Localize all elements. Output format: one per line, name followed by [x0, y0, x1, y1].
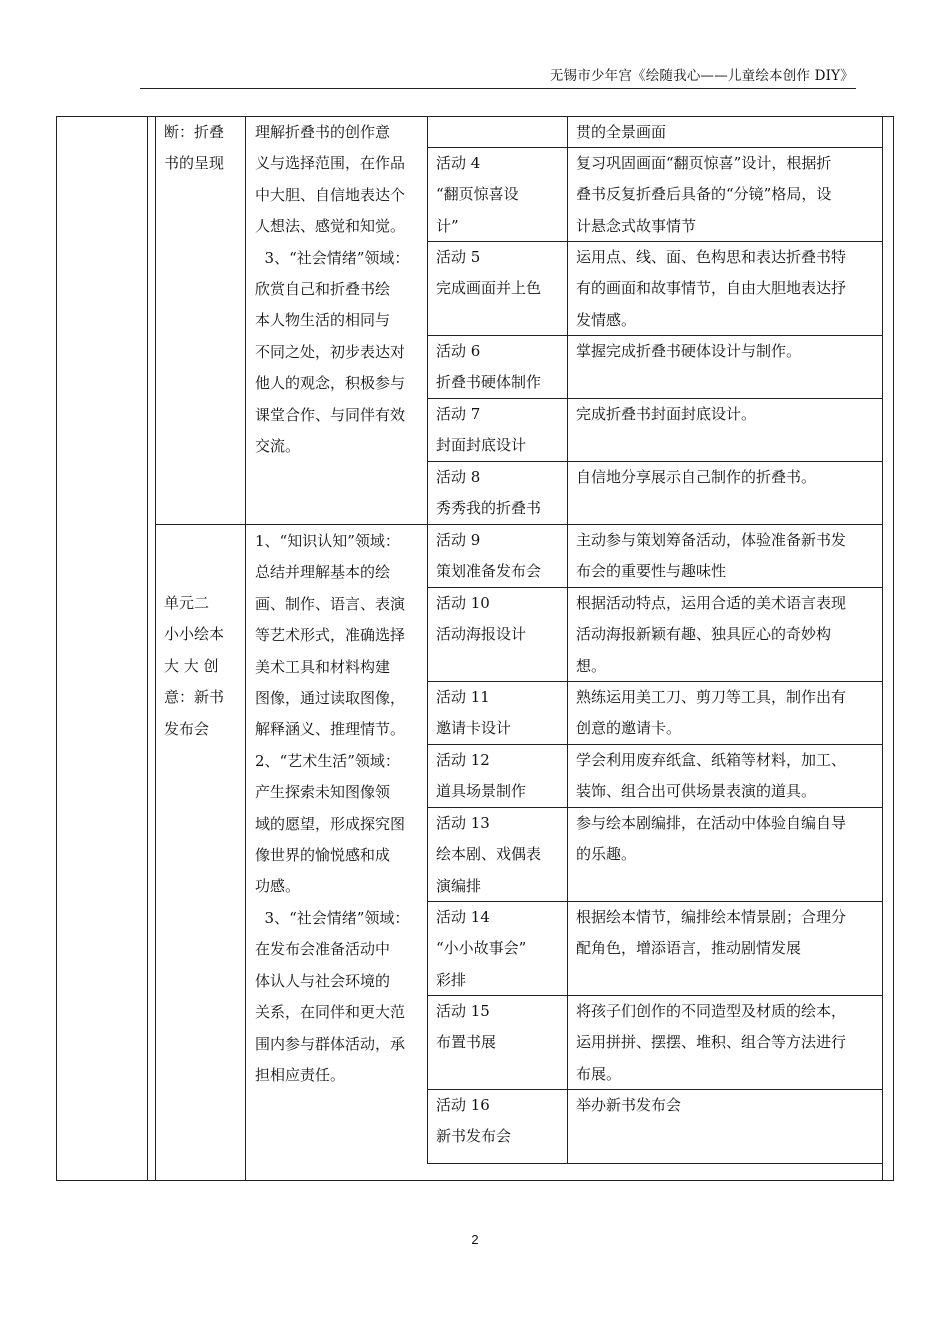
activity-name: 活动 11 邀请卡设计: [436, 688, 512, 738]
activity-name: 活动 14 “小小故事会” 彩排: [436, 908, 527, 989]
unit-goals: 1、“知识认知”领域： 总结并理解基本的绘 画、制作、语言、表演 等艺术形式，准确选择 美术工具和材料构建 图像，通过读取图像， 解释涵义、推理情节。 2、“艺术生活”领域： 产生探索未知图像领 域的愿望，形成探究图 像世界的愉悦感和成 功感。 3、“社会情绪”领域： 在发布会准备活动中 体认人与社会环境的 关系，在同伴和更大范 围内参与群体活动，承 担相应责任。: [255, 532, 410, 1084]
activity-description: 将孩子们创作的不同造型及材质的绘本， 运用拼拼、摆摆、堆积、组合等方法进行 布展。: [576, 1002, 847, 1083]
unit-label: 断：折叠 书的呈现: [164, 123, 225, 173]
activity-description: 学会利用废弃纸盒、纸箱等材料，加工、 装饰、组合出可供场景表演的道具。: [576, 751, 847, 801]
table-border: [882, 116, 883, 1181]
activity-description: 完成折叠书封面封底设计。: [576, 405, 757, 423]
table-border: [155, 116, 156, 1181]
activity-name: 活动 6 折叠书硬体制作: [436, 342, 542, 392]
activity-description: 复习巩固画面“翻页惊喜”设计，根据折 叠书反复折叠后具备的“分镜”格局，设 计悬念式故事情节: [576, 154, 832, 235]
table-border: [427, 116, 428, 1164]
unit-goals: 理解折叠书的创作意 义与选择范围，在作品 中大胆、自信地表达个 人想法、感觉和知觉。 3、“社会情绪”领域： 欣赏自己和折叠书绘 本人物生活的相同与 不同之处，初步表达对 他人的观念，积极参与 课堂合作、与同伴有效 交流。: [255, 123, 410, 456]
activity-name: 活动 4 “翻页惊喜设 计”: [436, 154, 519, 235]
activity-description: 举办新书发布会: [576, 1096, 682, 1114]
activity-description: 自信地分享展示自己制作的折叠书。: [576, 468, 817, 486]
table-border: [147, 116, 148, 1181]
activity-description: 运用点、线、面、色构思和表达折叠书特 有的画面和故事情节，自由大胆地表达抒 发情感。: [576, 248, 847, 329]
activity-name: 活动 9 策划准备发布会: [436, 531, 542, 581]
activity-name: 活动 8 秀秀我的折叠书: [436, 468, 542, 518]
activity-name: 活动 13 绘本剧、戏偶表 演编排: [436, 814, 542, 895]
row-divider: [427, 1163, 882, 1164]
activity-description: 根据绘本情节，编排绘本情景剧；合理分 配角色，增添语言，推动剧情发展: [576, 908, 847, 958]
activity-name: 活动 10 活动海报设计: [436, 594, 527, 644]
activity-name: 活动 7 封面封底设计: [436, 405, 527, 455]
unit-label: 单元二 小小绘本 大 大 创 意：新书 发布会: [164, 594, 225, 738]
activity-name: 活动 12 道具场景制作: [436, 751, 527, 801]
activity-name: 活动 16 新书发布会: [436, 1096, 512, 1146]
header-title: 无锡市少年宫《绘随我心——儿童绘本创作 DIY》: [549, 68, 854, 84]
activity-description: 参与绘本剧编排，在活动中体验自编自导 的乐趣。: [576, 814, 847, 864]
activity-name: 活动 15 布置书展: [436, 1002, 497, 1052]
page-number: 2: [471, 1232, 479, 1247]
table-border: [567, 116, 568, 1164]
activity-description: 主动参与策划筹备活动，体验准备新书发 布会的重要性与趣味性: [576, 531, 847, 581]
activity-description: 贯的全景画面: [576, 123, 667, 141]
activity-description: 根据活动特点，运用合适的美术语言表现 活动海报新颖有趣、独具匠心的奇妙构 想。: [576, 594, 847, 675]
table-border: [245, 116, 246, 1181]
activity-description: 熟练运用美工刀、剪刀等工具，制作出有 创意的邀请卡。: [576, 688, 847, 738]
activity-name: 活动 5 完成画面并上色: [436, 248, 542, 298]
page-header: [140, 62, 856, 89]
activity-description: 掌握完成折叠书硬体设计与制作。: [576, 342, 802, 360]
